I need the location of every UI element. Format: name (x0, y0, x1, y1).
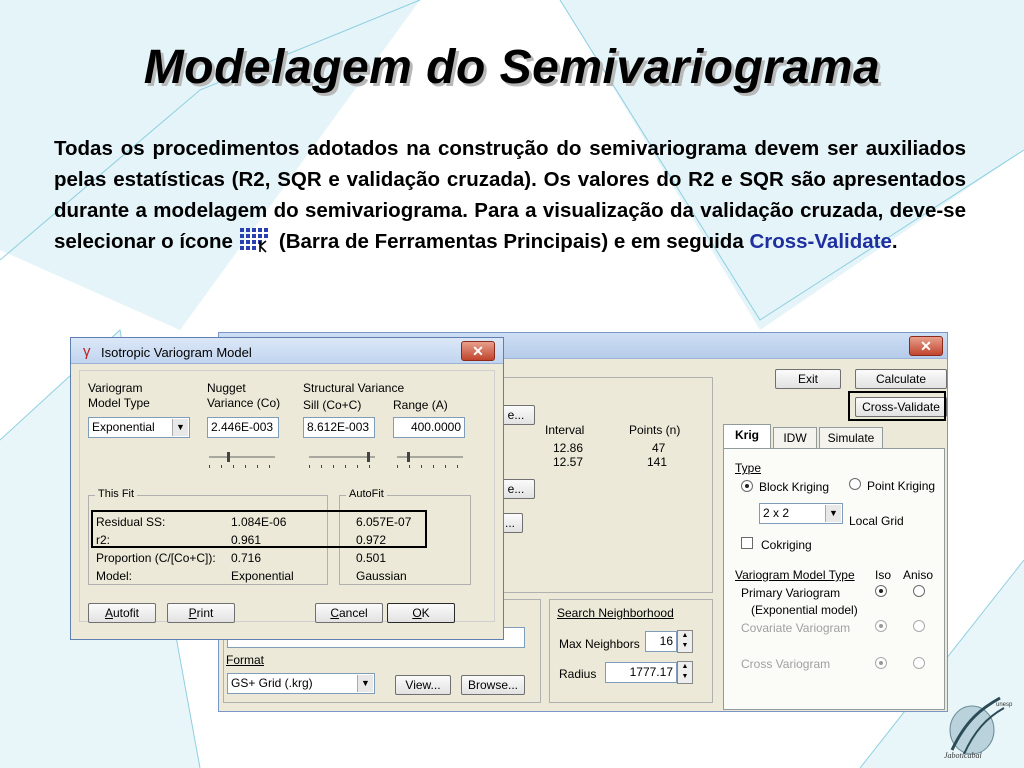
isotropic-variogram-dialog (70, 337, 504, 640)
radius-label: Radius (559, 667, 597, 681)
this-fit-title: This Fit (95, 488, 137, 500)
tab-krig[interactable]: Krig (723, 424, 771, 448)
primary-variogram-label: Primary Variogram (741, 586, 841, 600)
unesp-logo (938, 690, 1018, 760)
partial-button-c[interactable]: ... (497, 513, 523, 533)
search-neighborhood-label: Search Neighborhood (557, 606, 674, 620)
proportion-value: 0.716 (231, 551, 262, 565)
cross-validate-highlight (848, 391, 946, 421)
autofit-proportion: 0.501 (356, 551, 387, 565)
nugget-header-1: Nugget (207, 381, 246, 395)
model-label: Model: (96, 569, 133, 583)
cokriging-label: Cokriging (761, 538, 812, 552)
paragraph-period: . (891, 230, 898, 253)
residual-ss-value: 1.084E-06 (231, 515, 287, 529)
header-points: Points (n) (629, 423, 681, 437)
radius-spinner[interactable]: ▲ ▼ (677, 661, 693, 684)
calculate-button[interactable]: Calculate (855, 369, 947, 389)
point-kriging-radio[interactable] (849, 478, 861, 490)
iso-label: Iso (875, 568, 892, 582)
sill-input[interactable]: 8.612E-003 (303, 417, 375, 438)
structural-variance-header: Structural Variance (303, 381, 405, 395)
covariate-variogram-label: Covariate Variogram (741, 621, 851, 635)
ok-button[interactable]: OK (387, 603, 455, 623)
residual-ss-label: Residual SS: (96, 515, 166, 529)
range-slider[interactable] (395, 451, 465, 471)
max-neighbors-input[interactable]: 16 (645, 631, 677, 652)
proportion-label: Proportion (C/[Co+C]): (96, 551, 216, 565)
cross-validate-button[interactable]: Cross-Validate (855, 397, 947, 417)
header-interval: Interval (545, 423, 585, 437)
sill-slider[interactable] (307, 451, 377, 471)
r2-value: 0.961 (231, 533, 262, 547)
view-button[interactable]: View... (395, 675, 451, 695)
autofit-residual-ss: 6.057E-07 (356, 515, 412, 529)
dialog-title: Isotropic Variogram Model (101, 345, 252, 360)
block-kriging-radio[interactable] (741, 480, 753, 492)
row2-interval: 12.57 (553, 455, 584, 469)
paragraph-main: Todas os procedimentos adotados na construção do semivariograma devem ser auxiliados pelas estatísticas (R2, SQR e validação cruzada). Os valores do R2 e SQR são apresentados durante a modelagem do semivariograma. Para a visualização da validação cruzada, deve-se selecionar o ícone (54, 137, 966, 253)
r2-label: r2: (96, 533, 111, 547)
format-select[interactable]: GS+ Grid (.krg) ▼ (227, 673, 375, 694)
aniso-label: Aniso (903, 568, 934, 582)
exit-button[interactable]: Exit (775, 369, 841, 389)
slide-title: Modelagem do Semivariograma (143, 41, 881, 94)
range-input[interactable]: 400.0000 (393, 417, 465, 438)
paragraph-after-icon: (Barra de Ferramentas Principais) e em seguida (278, 230, 744, 253)
fit-stats-highlight (91, 510, 427, 548)
cross-variogram-label: Cross Variogram (741, 657, 831, 671)
autofit-title: AutoFit (346, 488, 387, 500)
cokriging-checkbox[interactable] (741, 537, 753, 549)
max-neighbors-label: Max Neighbors (559, 637, 640, 651)
cross-iso-radio[interactable] (875, 657, 887, 669)
partial-button-b[interactable]: e... (497, 479, 535, 499)
grid-select[interactable]: 2 x 2 ▼ (759, 503, 843, 524)
body-paragraph (54, 133, 966, 257)
autofit-model: Gaussian (356, 569, 407, 583)
dialog-close-button[interactable]: ✕ (461, 341, 495, 361)
autofit-r2: 0.972 (356, 533, 387, 547)
print-button[interactable]: Print (167, 603, 235, 623)
block-kriging-label: Block Kriging (759, 480, 830, 494)
sill-header: Sill (Co+C) (303, 398, 362, 412)
row1-interval: 12.86 (553, 441, 584, 455)
primary-variogram-sub: (Exponential model) (751, 603, 858, 617)
cross-validate-grid-icon (239, 227, 273, 253)
row1-points: 47 (652, 441, 666, 455)
browse-button[interactable]: Browse... (461, 675, 525, 695)
range-header: Range (A) (393, 398, 448, 412)
autofit-button[interactable]: Autofit (88, 603, 156, 623)
svg-text:unesp: unesp (996, 702, 1013, 708)
cross-validate-link: Cross-Validate (749, 230, 892, 253)
chevron-down-icon: ▼ (172, 419, 188, 436)
point-kriging-label: Point Kriging (867, 479, 936, 493)
gamma-icon: γ (83, 343, 91, 360)
variogram-model-type-label: Variogram Model Type (735, 568, 855, 582)
row2-points: 141 (647, 455, 668, 469)
chevron-down-icon: ▼ (357, 675, 373, 692)
max-neighbors-spinner[interactable]: ▲ ▼ (677, 630, 693, 653)
model-value: Exponential (231, 569, 294, 583)
primary-aniso-radio[interactable] (913, 585, 925, 597)
cross-aniso-radio[interactable] (913, 657, 925, 669)
local-grid-label: Local Grid (849, 514, 904, 528)
partial-button-a[interactable]: e... (497, 405, 535, 425)
radius-input[interactable]: 1777.17 (605, 662, 677, 683)
nugget-input[interactable]: 2.446E-003 (207, 417, 279, 438)
model-type-select[interactable]: Exponential ▼ (88, 417, 190, 438)
chevron-down-icon: ▼ (825, 505, 841, 522)
nugget-slider[interactable] (207, 451, 277, 471)
tab-simulate[interactable]: Simulate (819, 427, 883, 449)
model-type-header-2: Model Type (88, 396, 150, 410)
covariate-iso-radio[interactable] (875, 620, 887, 632)
kriging-close-button[interactable]: ✕ (909, 336, 943, 356)
model-type-header-1: Variogram (88, 381, 143, 395)
svg-text:Jaboticabal: Jaboticabal (944, 751, 982, 760)
type-label: Type (735, 461, 762, 475)
nugget-header-2: Variance (Co) (207, 396, 281, 410)
tab-idw[interactable]: IDW (773, 427, 817, 449)
cancel-button[interactable]: Cancel (315, 603, 383, 623)
covariate-aniso-radio[interactable] (913, 620, 925, 632)
primary-iso-radio[interactable] (875, 585, 887, 597)
format-label: Format (226, 653, 265, 667)
